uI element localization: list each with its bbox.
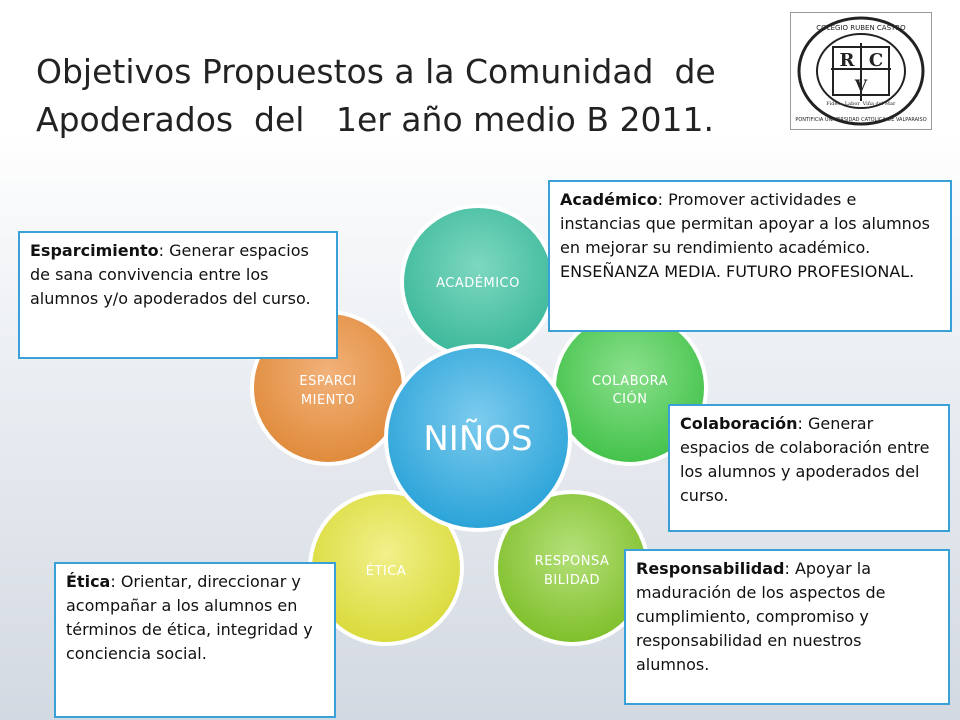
box-colaboracion-head: Colaboración [680, 414, 798, 433]
logo-text-top: COLEGIO RUBEN CASTRO [816, 24, 906, 32]
petal-etica-label: ÉTICA [365, 564, 407, 579]
box-esparcimiento-head: Esparcimiento [30, 241, 159, 260]
box-responsabilidad [624, 549, 950, 705]
box-academico-head: Académico [560, 190, 658, 209]
box-etica [54, 562, 336, 718]
petal-responsabilidad-label-1: RESPONSA [534, 554, 610, 569]
logo-letter-r: R [839, 50, 855, 71]
petal-colaboracion-label-1: COLABORA [591, 374, 669, 389]
box-academico-body: : Promover actividades e instancias que permitan apoyar a los alumnos en mejorar su rendimiento académico. ENSEÑANZA MEDIA. FUTURO PROFESIONAL. [560, 190, 930, 281]
petal-esparcimiento-label-2: MIENTO [300, 393, 356, 408]
title-line-2: Apoderados del 1er año medio B 2011. [36, 100, 714, 139]
petal-esparcimiento-label-1: ESPARCI [299, 374, 357, 389]
petal-colaboracion-label-2: CIÓN [612, 392, 648, 407]
logo-text-bottom: PONTIFICIA UNIVERSIDAD CATOLICA DE VALPARAISO [795, 117, 927, 123]
box-responsabilidad-body: : Apoyar la maduración de los aspectos de cumplimiento, compromiso y responsabilidad en nuestros alumnos. [636, 559, 886, 674]
petal-responsabilidad-label-2: BILIDAD [543, 573, 601, 588]
logo-letter-c: C [868, 50, 884, 71]
center-circle [386, 346, 570, 530]
center-label: NIÑOS [423, 419, 533, 459]
petal-academico [402, 206, 554, 358]
logo-motto: Fides - Labor [826, 101, 860, 107]
box-esparcimiento [18, 231, 338, 359]
box-etica-head: Ética [66, 572, 111, 591]
box-responsabilidad-head: Responsabilidad [636, 559, 785, 578]
box-etica-body: : Orientar, direccionar y acompañar a los alumnos en términos de ética, integridad y conciencia social. [66, 572, 313, 663]
box-esparcimiento-body: : Generar espacios de sana convivencia entre los alumnos y/o apoderados del curso. [30, 241, 311, 308]
petal-academico-label: ACADÉMICO [436, 276, 520, 291]
box-colaboracion [668, 404, 950, 532]
logo-letter-v: V [854, 76, 868, 95]
logo-place: Viña del Mar [862, 101, 896, 107]
title-line-1: Objetivos Propuestos a la Comunidad de [36, 52, 716, 91]
box-academico [548, 180, 952, 332]
box-colaboracion-body: : Generar espacios de colaboración entre los alumnos y apoderados del curso. [680, 414, 930, 505]
